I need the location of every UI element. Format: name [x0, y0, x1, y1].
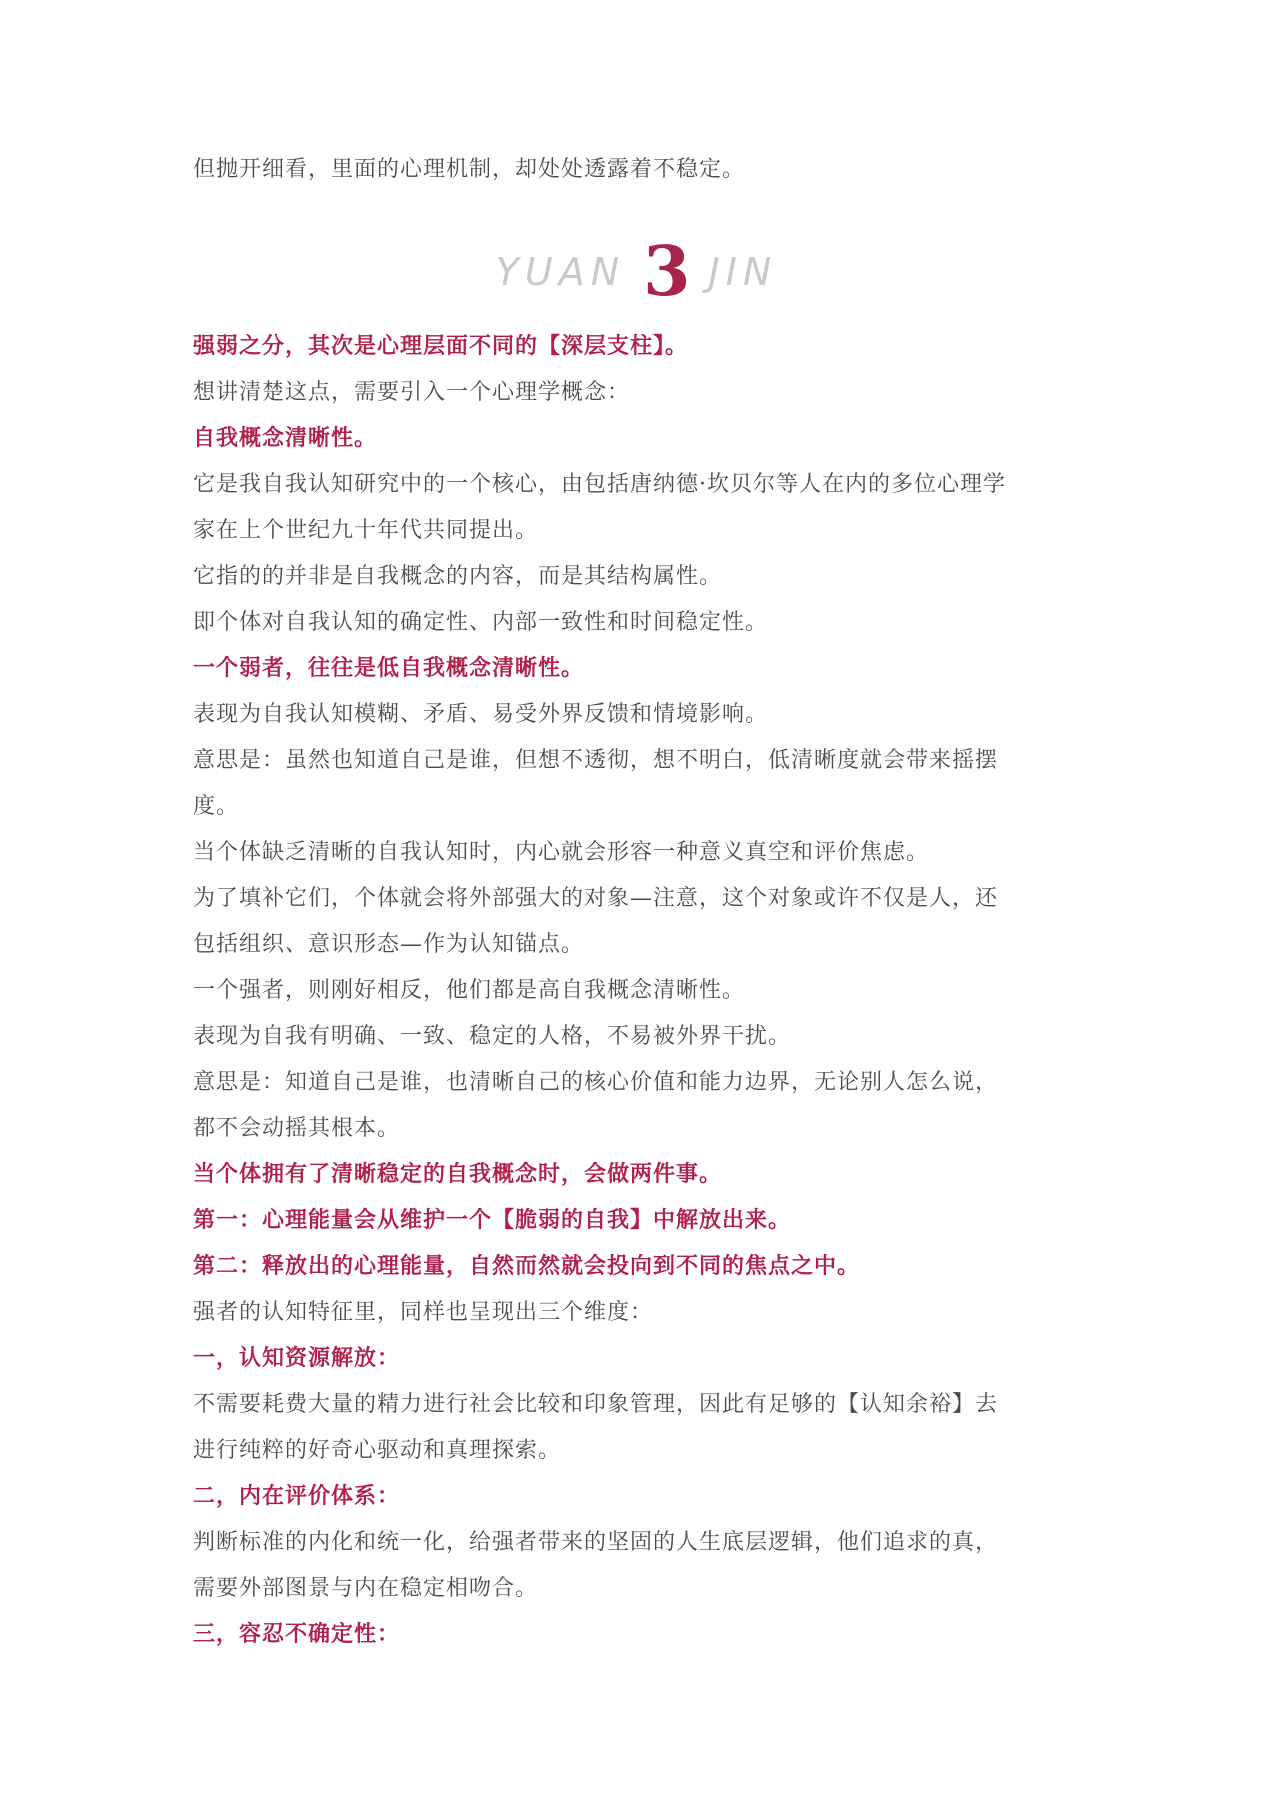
section-number: 3	[643, 232, 691, 312]
highlight-line: 当个体拥有了清晰稳定的自我概念时，会做两件事。	[193, 1162, 723, 1187]
paragraph-line: 想讲清楚这点，需要引入一个心理学概念：	[193, 380, 631, 405]
paragraph-line: 即个体对自我认知的确定性、内部一致性和时间稳定性。	[193, 610, 769, 635]
paragraph-line: 家在上个世纪九十年代共同提出。	[193, 518, 539, 543]
paragraph-line: 它是我自我认知研究中的一个核心，由包括唐纳德·坎贝尔等人在内的多位心理学	[193, 472, 1006, 497]
divider-left-word: YUAN	[495, 250, 626, 294]
paragraph-line: 为了填补它们，个体就会将外部强大的对象—注意，这个对象或许不仅是人，还	[193, 886, 999, 911]
paragraph-line: 意思是：知道自己是谁，也清晰自己的核心价值和能力边界，无论别人怎么说，	[193, 1070, 999, 1095]
paragraph-line: 不需要耗费大量的精力进行社会比较和印象管理，因此有足够的【认知余裕】去	[193, 1392, 999, 1417]
highlight-line: 一，认知资源解放：	[193, 1346, 401, 1371]
paragraph-line: 进行纯粹的好奇心驱动和真理探索。	[193, 1438, 562, 1463]
paragraph-line: 表现为自我有明确、一致、稳定的人格，不易被外界干扰。	[193, 1024, 792, 1049]
section-divider	[0, 232, 1273, 312]
highlight-line: 第二：释放出的心理能量，自然而然就会投向到不同的焦点之中。	[193, 1254, 861, 1279]
divider-right-word: JIN	[708, 250, 778, 294]
highlight-line: 三，容忍不确定性：	[193, 1622, 401, 1647]
paragraph-line: 判断标准的内化和统一化，给强者带来的坚固的人生底层逻辑，他们追求的真，	[193, 1530, 999, 1555]
paragraph-line: 度。	[193, 794, 240, 819]
paragraph-line: 它指的的并非是自我概念的内容，而是其结构属性。	[193, 564, 723, 589]
paragraph-line: 表现为自我认知模糊、矛盾、易受外界反馈和情境影响。	[193, 702, 769, 727]
highlight-line: 二，内在评价体系：	[193, 1484, 401, 1509]
paragraph-line: 一个强者，则刚好相反，他们都是高自我概念清晰性。	[193, 978, 746, 1003]
highlight-line: 第一：心理能量会从维护一个【脆弱的自我】中解放出来。	[193, 1208, 792, 1233]
paragraph-line: 都不会动摇其根本。	[193, 1116, 401, 1141]
paragraph-line: 但抛开细看，里面的心理机制，却处处透露着不稳定。	[193, 157, 746, 182]
paragraph-line: 当个体缺乏清晰的自我认知时，内心就会形容一种意义真空和评价焦虑。	[193, 840, 930, 865]
highlight-line: 强弱之分，其次是心理层面不同的【深层支柱】。	[193, 334, 689, 359]
paragraph-line: 意思是：虽然也知道自己是谁，但想不透彻，想不明白，低清晰度就会带来摇摆	[193, 748, 999, 773]
highlight-line: 自我概念清晰性。	[193, 426, 378, 451]
paragraph-line: 强者的认知特征里，同样也呈现出三个维度：	[193, 1300, 654, 1325]
paragraph-line: 需要外部图景与内在稳定相吻合。	[193, 1576, 539, 1601]
paragraph-line: 包括组织、意识形态—作为认知锚点。	[193, 932, 585, 957]
highlight-line: 一个弱者，往往是低自我概念清晰性。	[193, 656, 585, 681]
